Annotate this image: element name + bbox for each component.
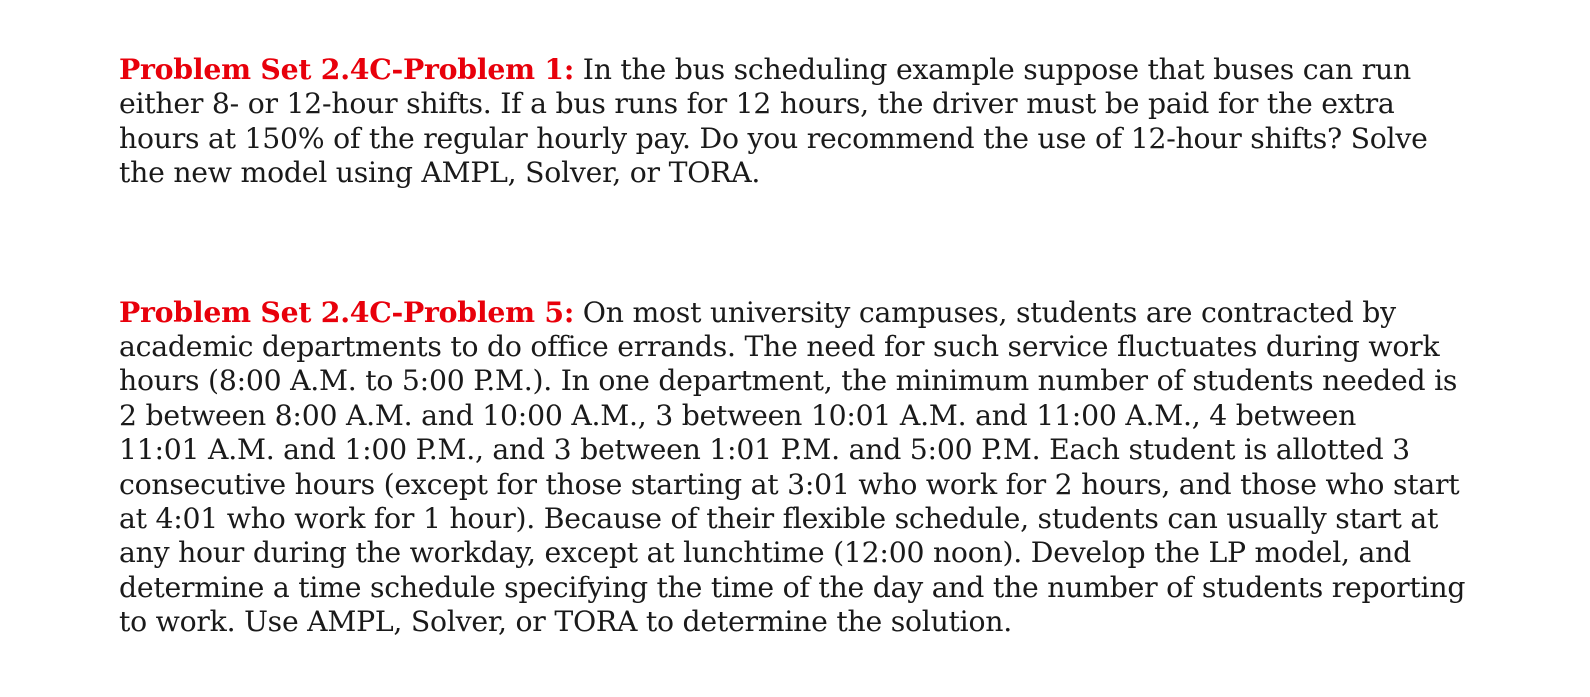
document-page	[119, 52, 1519, 640]
problem-5-line-6: consecutive hours (except for those starting at 3:01 who work for 2 hours, and those who start	[119, 467, 1460, 501]
problem-1-line-3: hours at 150% of the regular hourly pay. Do you recommend the use of 12-hour shifts? Solve	[119, 121, 1428, 155]
problem-5-text: On most university campuses, students are contracted by	[574, 295, 1396, 329]
problem-1-text: In the bus scheduling example suppose that buses can run	[574, 53, 1411, 86]
problem-5-heading: Problem Set 2.4C-Problem 5:	[119, 294, 575, 329]
problem-1-line-2: either 8- or 12-hour shifts. If a bus runs for 12 hours, the driver must be paid for the extra	[119, 87, 1395, 121]
problem-5-line-10: to work. Use AMPL, Solver, or TORA to determine the solution.	[119, 605, 1012, 639]
problem-5-line-1	[119, 295, 1519, 330]
problem-5-line-7: at 4:01 who work for 1 hour). Because of their flexible schedule, students can usually start at	[119, 502, 1439, 536]
problem-5	[119, 295, 1519, 640]
problem-5-line-8: any hour during the workday, except at lunchtime (12:00 noon). Develop the LP model, and	[119, 536, 1412, 570]
problem-5-line-5: 11:01 A.M. and 1:00 P.M., and 3 between 1:01 P.M. and 5:00 P.M. Each student is allotted 3	[119, 433, 1410, 467]
problem-5-line-9: determine a time schedule specifying the time of the day and the number of students reporting	[119, 570, 1466, 604]
problem-1-line-4: the new model using AMPL, Solver, or TORA.	[119, 156, 761, 190]
problem-1-line-1	[119, 52, 1519, 87]
problem-1-heading: Problem Set 2.4C-Problem 1:	[119, 52, 575, 86]
problem-5-line-4: 2 between 8:00 A.M. and 10:00 A.M., 3 between 10:01 A.M. and 11:00 A.M., 4 between	[119, 398, 1357, 432]
problem-5-line-3: hours (8:00 A.M. to 5:00 P.M.). In one department, the minimum number of students needed is	[119, 364, 1458, 398]
problem-5-line-2: academic departments to do office errands. The need for such service fluctuates during work	[119, 330, 1440, 364]
problem-1	[119, 52, 1519, 191]
